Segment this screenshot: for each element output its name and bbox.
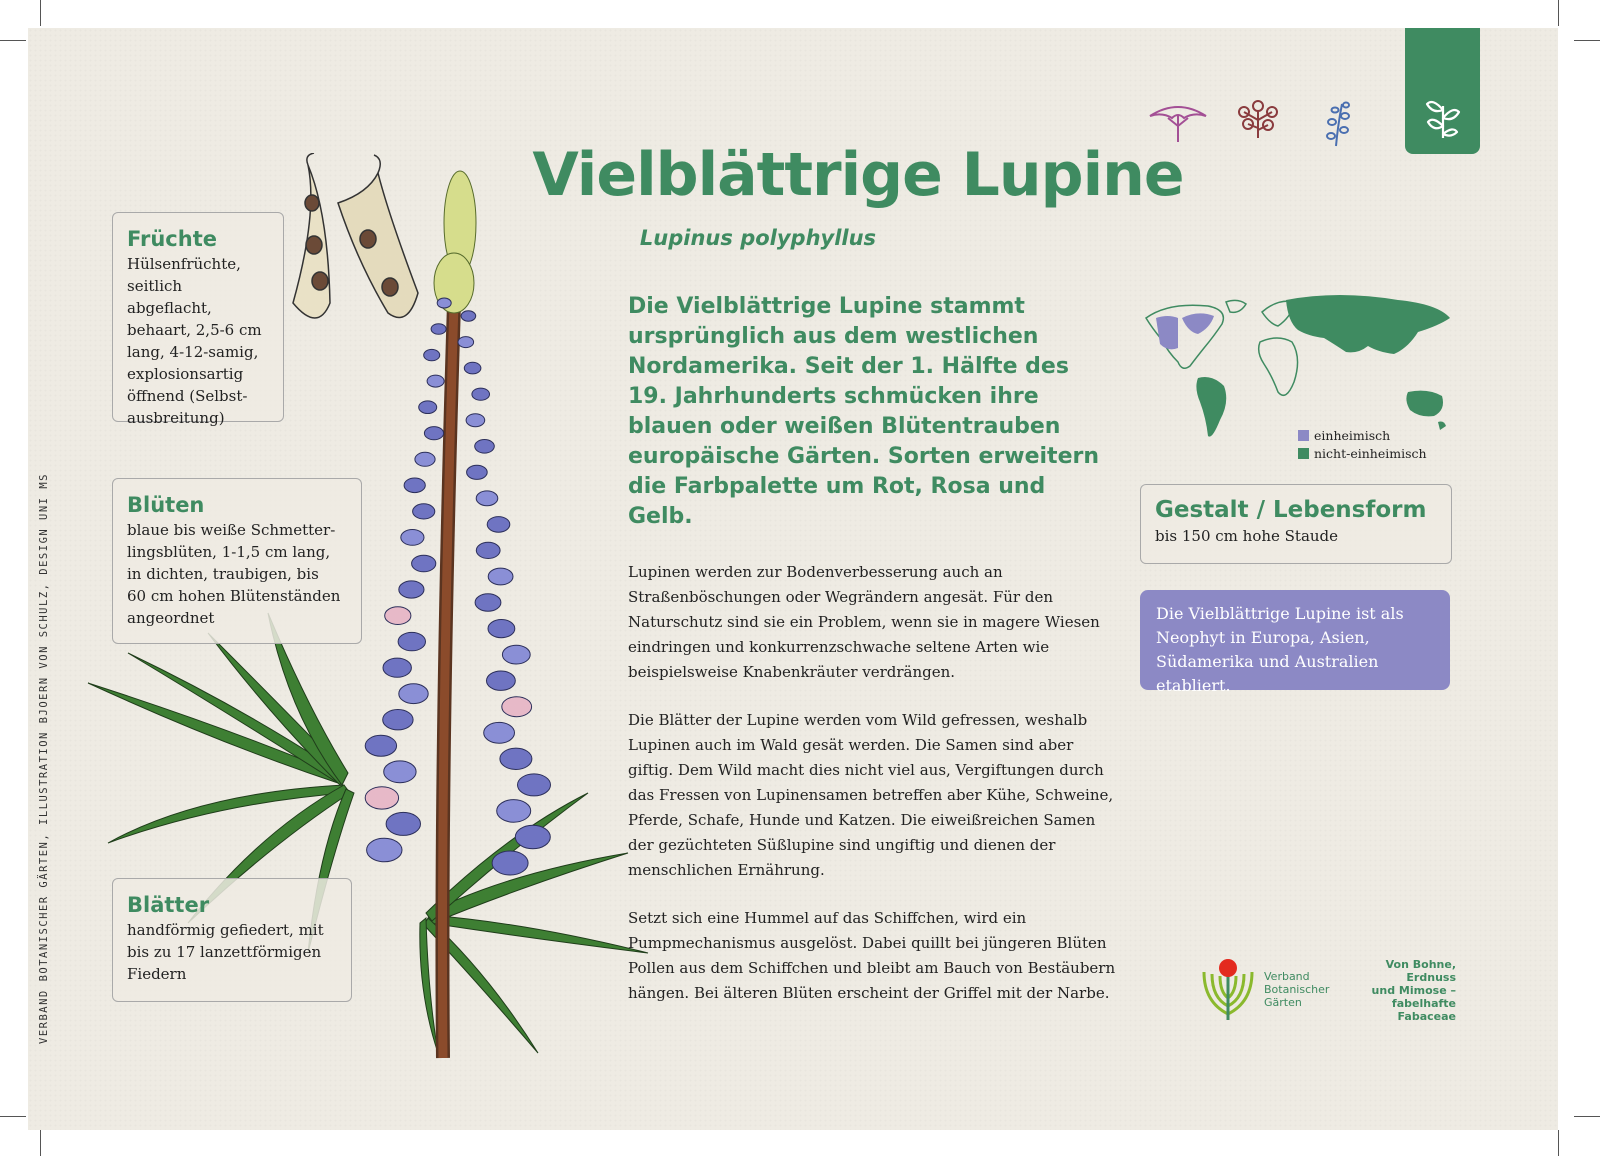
lupine-floret bbox=[487, 517, 510, 533]
growth-form-box bbox=[1140, 484, 1452, 564]
leaves-box bbox=[112, 878, 352, 1002]
native-swatch bbox=[1298, 430, 1309, 441]
lupine-floret bbox=[398, 632, 425, 650]
flowers-text: blaue bis weiße Schmetter- lingsblüten, 1-1,5 cm lang, in dichten, traubigen, bis 60 cm hohen Blütenständen angeordnet bbox=[127, 521, 341, 627]
scientific-name: Lupinus polyphyllus bbox=[639, 226, 877, 250]
crop-mark bbox=[40, 0, 41, 26]
page-title: Vielblättrige Lupine bbox=[532, 140, 1184, 210]
legend-native-label: einheimisch bbox=[1314, 428, 1391, 443]
legend-native bbox=[1298, 428, 1390, 443]
lupine-floret bbox=[415, 452, 435, 466]
lupine-floret bbox=[413, 504, 435, 519]
lupine-floret bbox=[472, 388, 490, 400]
legend-non-native bbox=[1298, 446, 1427, 461]
crop-mark bbox=[1574, 1116, 1600, 1117]
lupine-floret bbox=[488, 620, 515, 638]
lupine-floret bbox=[497, 800, 531, 823]
growth-form-text: bis 150 cm hohe Staude bbox=[1155, 527, 1339, 545]
lupine-floret bbox=[476, 542, 500, 558]
lupine-floret bbox=[404, 478, 425, 493]
lupine-floret bbox=[458, 337, 474, 348]
tree-icon bbox=[1146, 100, 1210, 144]
lupine-floret bbox=[427, 375, 444, 387]
lupine-floret bbox=[399, 581, 424, 598]
leaves-text: handförmig gefiedert, mit bis zu 17 lanzettförmigen Fiedern bbox=[127, 921, 324, 983]
lupine-floret bbox=[518, 774, 551, 796]
lupine-floret bbox=[367, 838, 402, 862]
lupine-floret bbox=[464, 362, 481, 374]
lupine-floret bbox=[476, 491, 498, 506]
crop-mark bbox=[0, 1116, 26, 1117]
flowers-heading: Blüten bbox=[127, 493, 205, 517]
lupine-floret bbox=[431, 324, 446, 335]
lupine-floret bbox=[424, 427, 443, 440]
non-native-swatch bbox=[1298, 448, 1309, 459]
lupine-floret bbox=[383, 658, 411, 677]
crop-mark bbox=[1558, 1130, 1559, 1156]
lupine-floret bbox=[383, 710, 413, 730]
lupine-floret bbox=[502, 645, 530, 664]
credit-line: VERBAND BOTANISCHER GÄRTEN, ILLUSTRATION BJOERN VON SCHULZ, DESIGN UNI MS bbox=[38, 473, 50, 1044]
lupine-floret bbox=[500, 748, 532, 769]
lupine-floret bbox=[385, 607, 411, 625]
lupine-floret bbox=[492, 851, 528, 875]
fruits-box bbox=[112, 212, 284, 427]
herb-icon bbox=[1423, 96, 1463, 140]
lupine-floret bbox=[488, 568, 513, 585]
crop-mark bbox=[1558, 0, 1559, 26]
vbg-logo-text: Verband Botanischer Gärten bbox=[1264, 970, 1330, 1009]
crop-mark bbox=[40, 1130, 41, 1156]
body-paragraph: Setzt sich eine Hummel auf das Schiffchen, wird ein Pumpmechanismus ausgelöst. Dabei quillt bei jüngeren Blüten Pollen aus dem Schiffchen und bleibt am Bauch von Bestäubern hängen. Bei älteren Blüten erscheint der Griffel mit der Narbe. bbox=[628, 909, 1116, 1002]
lupine-floret bbox=[399, 684, 428, 704]
lupine-floret bbox=[424, 349, 440, 360]
lupine-floret bbox=[386, 812, 420, 835]
lupine-floret bbox=[365, 787, 398, 809]
lupine-floret bbox=[461, 311, 476, 321]
fabaceae-logo: Von Bohne, Erdnuss und Mimose – fabelhafte Fabaceae bbox=[1371, 958, 1456, 1023]
lupine-floret bbox=[401, 530, 424, 546]
vbg-logo-icon bbox=[1198, 952, 1258, 1022]
growth-form-heading: Gestalt / Lebensform bbox=[1155, 497, 1427, 523]
leaves-heading: Blätter bbox=[127, 893, 210, 917]
info-panel bbox=[28, 28, 1558, 1130]
lupine-floret bbox=[419, 401, 437, 414]
body-paragraph: Lupinen werden zur Bodenverbesserung auch an Straßenböschungen oder Wegrändern angesät. Für den Naturschutz sind sie ein Problem, wenn sie in magere Wiesen eindringen und konkurrenzschwache seltene Arten wie beispielsweise Knabenkräuter verdrängen. bbox=[628, 563, 1100, 681]
crop-mark bbox=[1574, 40, 1600, 41]
lupine-floret bbox=[475, 440, 495, 454]
lupine-floret bbox=[475, 594, 501, 611]
lead-text: Die Vielblättrige Lupine stammt ursprünglich aus dem westlichen Nordamerika. Seit der 1. Hälfte des 19. Jahrhunderts schmücken ihre blauen oder weißen Blütentrauben europäische Gärten. Sorten erweitern die Farbpalette um Rot, Rosa und Gelb. bbox=[628, 294, 1100, 529]
fruits-heading: Früchte bbox=[127, 227, 217, 251]
legend-non-native-label: nicht-einheimisch bbox=[1314, 446, 1427, 461]
lupine-floret bbox=[437, 298, 451, 308]
neophyte-box: Die Vielblättrige Lupine ist als Neophyt in Europa, Asien, Südamerika und Australien etabliert. bbox=[1140, 590, 1450, 690]
seed-pod-illustration bbox=[293, 153, 418, 318]
lupine-floret bbox=[412, 555, 436, 572]
lupine-floret bbox=[365, 735, 396, 756]
flower-stem-icon bbox=[1322, 100, 1352, 148]
category-tab bbox=[1405, 28, 1480, 154]
lupine-floret bbox=[515, 825, 550, 848]
crop-mark bbox=[0, 40, 26, 41]
lupine-floret bbox=[502, 697, 532, 717]
flowers-box bbox=[112, 478, 362, 644]
body-paragraph: Die Blätter der Lupine werden vom Wild gefressen, weshalb Lupinen auch im Wald gesät werden. Die Samen sind aber giftig. Dem Wild macht dies nicht viel aus, Vergiftungen durch das Fressen von Lupinensamen betreffen aber Kühe, Schweine, Pferde, Schafe, Hunde und Katzen. Die eiweißreichen Samen der gezüchteten Süßlupine sind ungiftig und dienen der menschlichen Ernährung. bbox=[628, 711, 1114, 879]
lupine-floret bbox=[384, 761, 416, 783]
lupine-floret bbox=[467, 465, 488, 479]
lupine-floret bbox=[484, 722, 515, 743]
shrub-icon bbox=[1234, 100, 1284, 140]
lupine-floret bbox=[487, 671, 516, 690]
lupine-floret bbox=[466, 414, 485, 427]
fruits-text: Hülsenfrüchte, seitlich abgeflacht, behaart, 2,5-6 cm lang, 4-12-samig, explosionsartig öffnend (Selbst- ausbreitung) bbox=[127, 255, 262, 427]
